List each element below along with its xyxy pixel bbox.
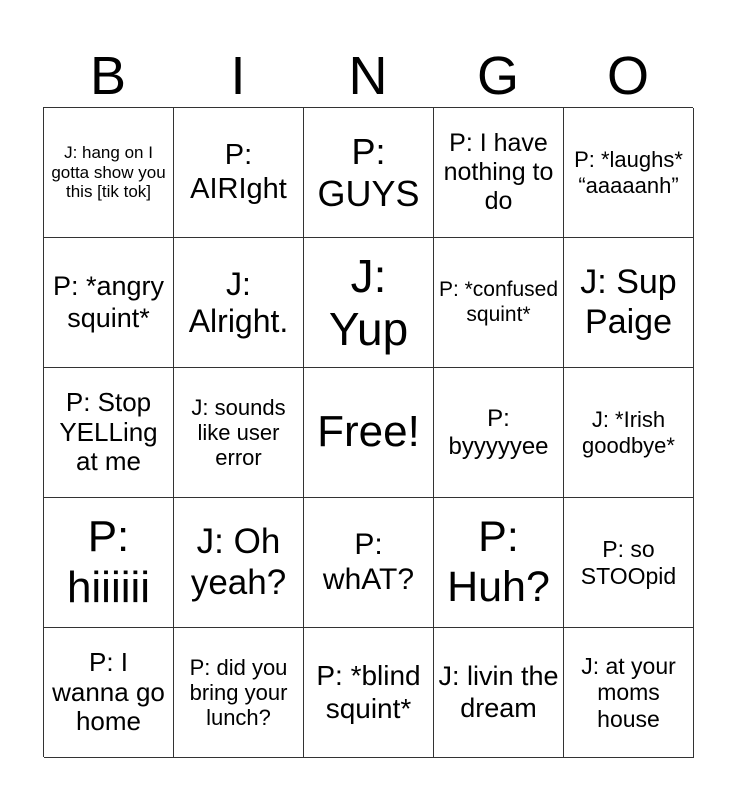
bingo-cell[interactable]: J: Sup Paige [564,238,694,368]
header-letter-n: N [348,46,388,106]
bingo-cell[interactable]: P: GUYS [304,108,434,238]
bingo-cell[interactable]: Free! [304,368,434,498]
bingo-cell[interactable]: P: I have nothing to do [434,108,564,238]
bingo-cell[interactable]: J: Oh yeah? [174,498,304,628]
header-letter-i: I [230,46,246,106]
bingo-cell[interactable]: P: so STOOpid [564,498,694,628]
bingo-cell[interactable]: P: byyyyyee [434,368,564,498]
bingo-cell[interactable]: P: *laughs* “aaaaanh” [564,108,694,238]
bingo-cell[interactable]: J: Alright. [174,238,304,368]
bingo-cell[interactable]: J: hang on I gotta show you this [tik tok] [44,108,174,238]
bingo-cell[interactable]: P: *confused squint* [434,238,564,368]
bingo-cell[interactable]: P: Stop YELLing at me [44,368,174,498]
header-letter-b: B [89,46,127,106]
header-letter-o: O [606,46,649,106]
bingo-cell[interactable]: P: hiiiiii [44,498,174,628]
bingo-cell[interactable]: P: Huh? [434,498,564,628]
bingo-cell[interactable]: P: whAT? [304,498,434,628]
bingo-cell[interactable]: J: at your moms house [564,628,694,758]
bingo-cell[interactable]: P: did you bring your lunch? [174,628,304,758]
bingo-cell[interactable]: J: Yup [304,238,434,368]
bingo-cell[interactable]: P: AIRIght [174,108,304,238]
bingo-header [43,46,693,106]
bingo-cell[interactable]: P: *blind squint* [304,628,434,758]
bingo-grid [43,107,693,757]
bingo-cell[interactable]: J: *Irish goodbye* [564,368,694,498]
bingo-cell[interactable]: P: I wanna go home [44,628,174,758]
bingo-cell[interactable]: P: *angry squint* [44,238,174,368]
bingo-cell[interactable]: J: livin the dream [434,628,564,758]
header-letter-g: G [476,46,519,106]
bingo-cell[interactable]: J: sounds like user error [174,368,304,498]
